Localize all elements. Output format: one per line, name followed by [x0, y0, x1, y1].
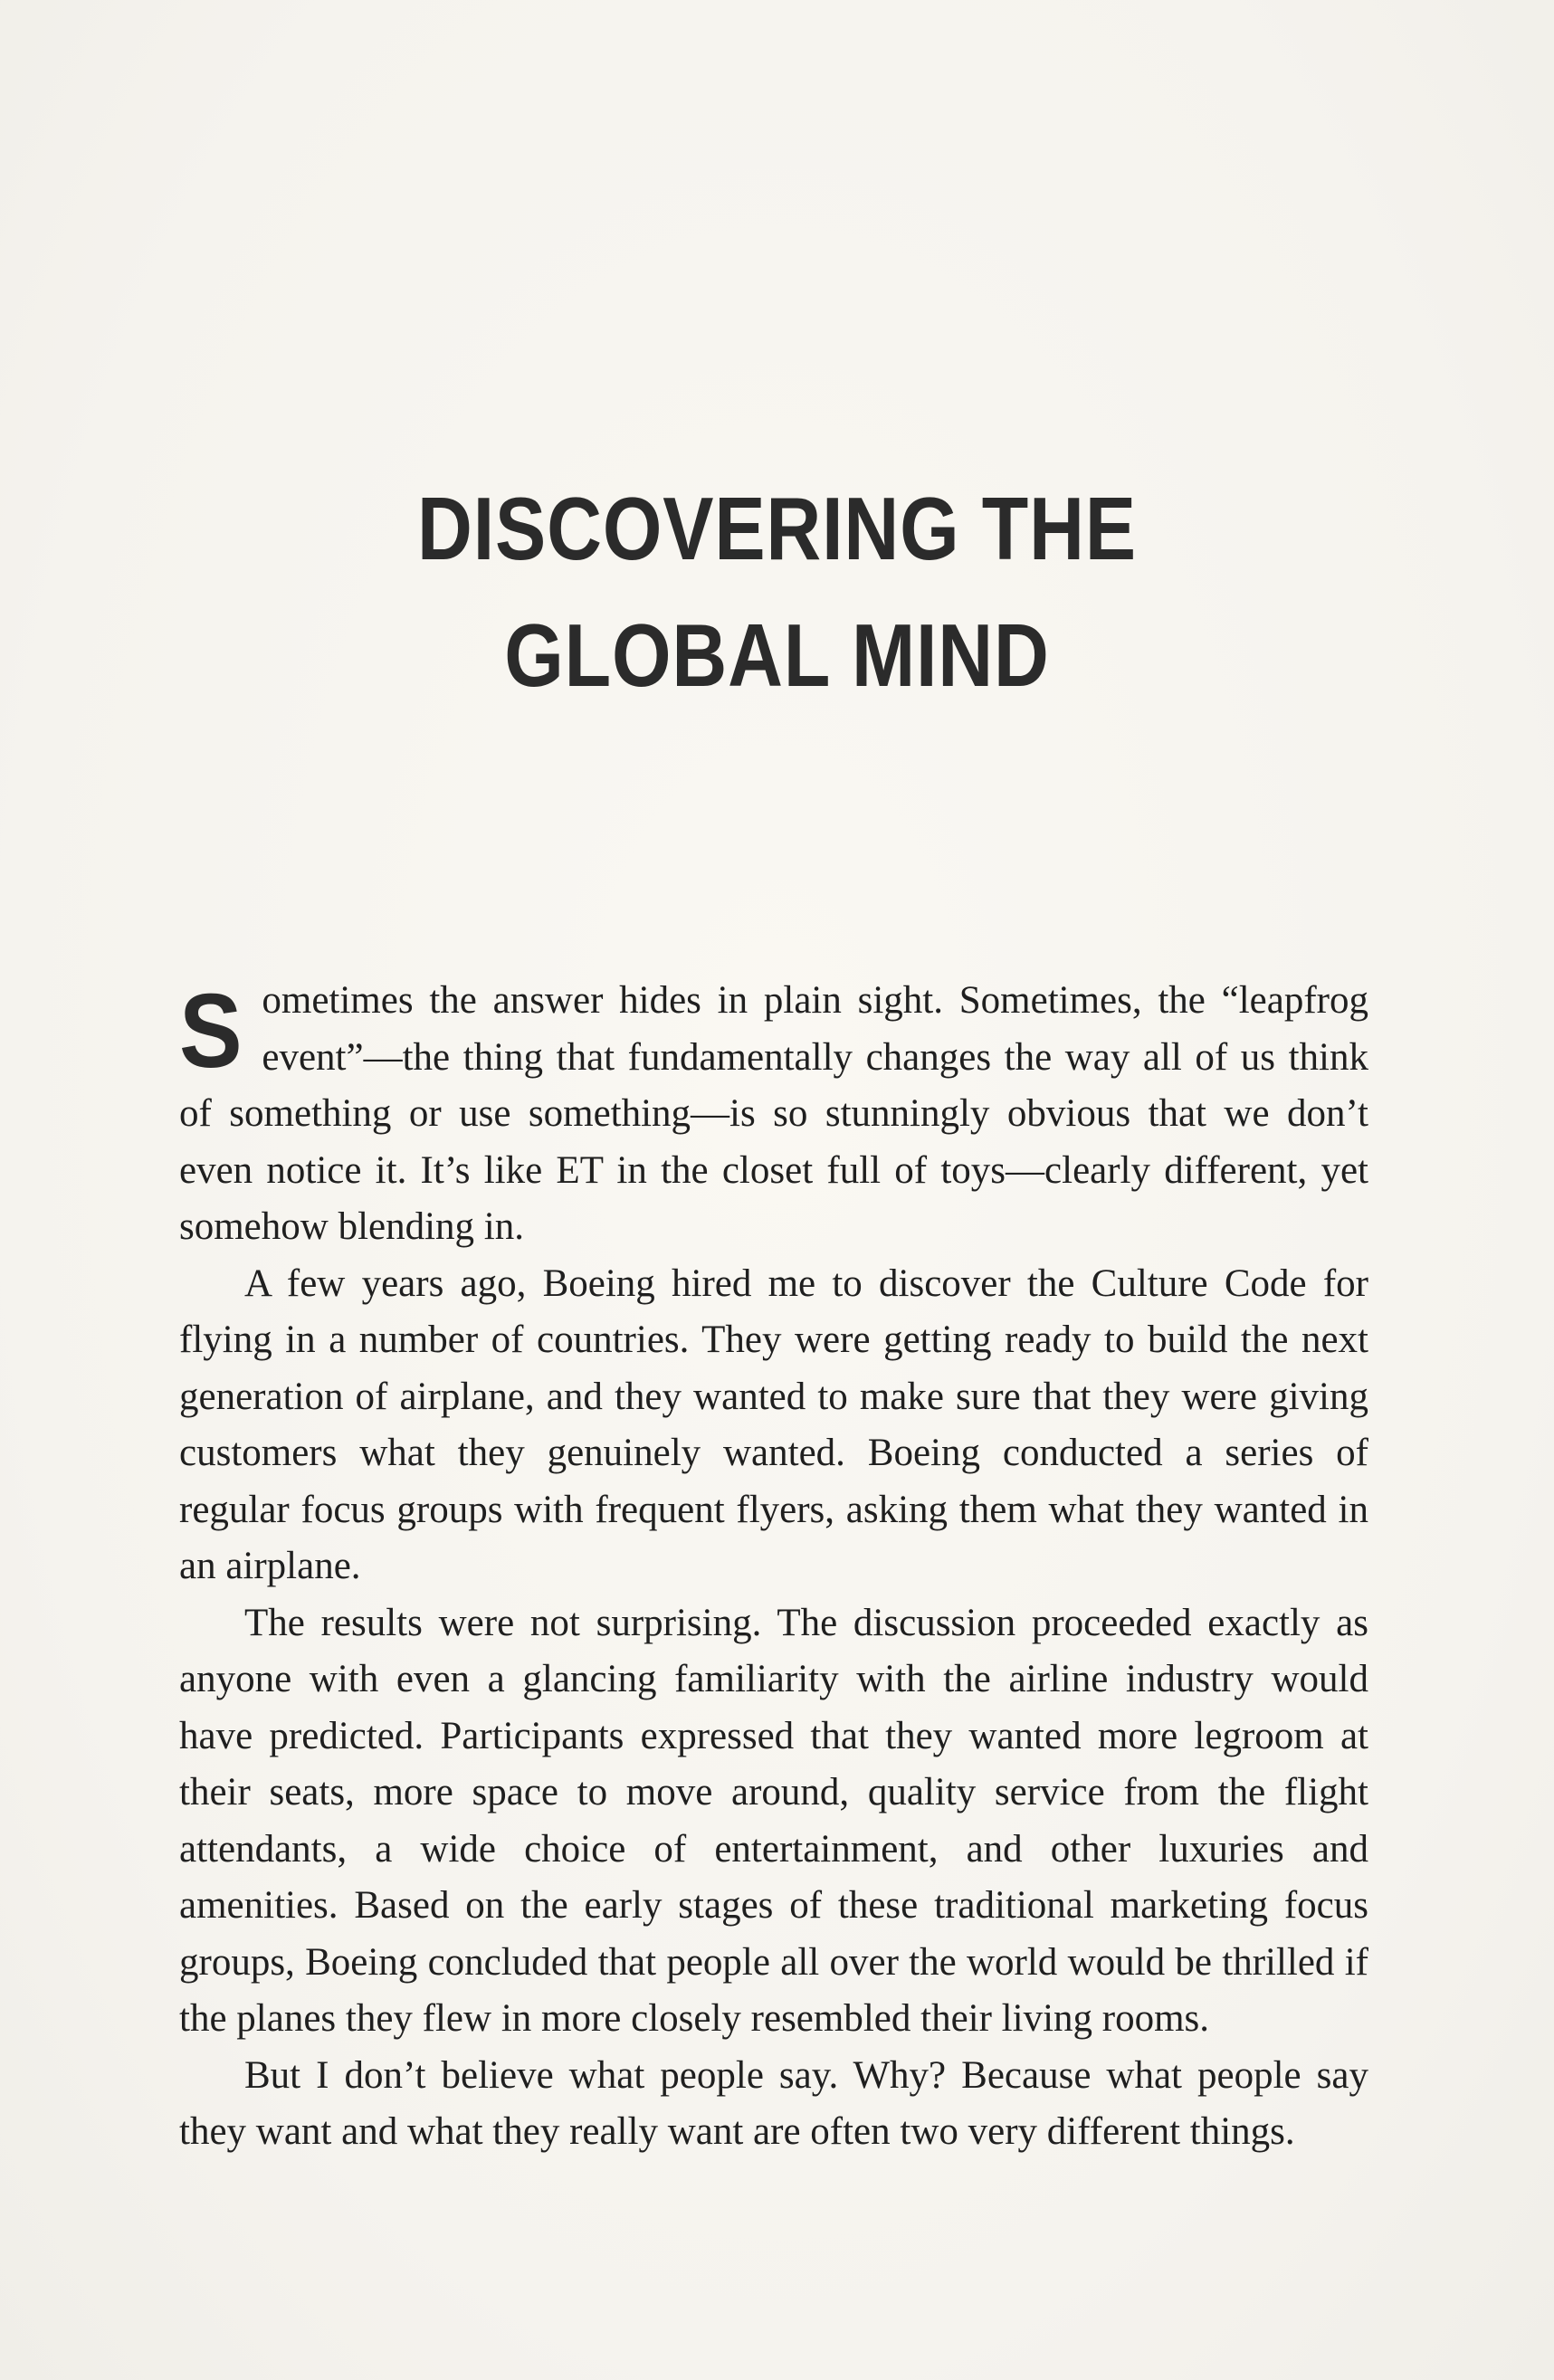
paragraph-1 — [179, 973, 1368, 1256]
paragraph-4: But I don’t believe what people say. Why? Because what people say they want and what they really want are often two very different things. — [179, 2053, 1368, 2153]
paragraph-2: A few years ago, Boeing hired me to discover the Culture Code for flying in a number of countries. They were getting ready to build the next generation of airplane, and they wanted to make sure that they were giving customers what they genuinely wanted. Boeing conducted a series of regular focus groups with frequent flyers, asking them what they wanted in an airplane. — [179, 1261, 1368, 1587]
chapter-title — [109, 465, 1445, 719]
chapter-body — [179, 973, 1368, 2161]
chapter-title-line-2: GLOBAL MIND — [504, 605, 1050, 705]
chapter-title-line-1: DISCOVERING THE — [417, 478, 1137, 578]
drop-cap: S — [179, 972, 243, 1090]
paragraph-3: The results were not surprising. The discussion proceeded exactly as anyone with even a glancing familiarity with the airline industry would have predicted. Participants expressed that they wanted more legroom at their seats, more space to move around, quality service from the flight attendants, a wide choice of entertainment, and other luxuries and amenities. Based on the early stages of these traditional marketing focus groups, Boeing concluded that people all over the world would be thrilled if the planes they flew in more closely resembled their living rooms. — [179, 1601, 1368, 2040]
paragraph-1-text: ometimes the answer hides in plain sight. Sometimes, the “leapfrog event”—the thing that fundamentally changes the way all of us think of something or use something—is so stunningly obvious that we don’t even notice it. It’s like ET in the closet full of toys—clearly different, yet somehow blending in. — [179, 979, 1368, 1248]
